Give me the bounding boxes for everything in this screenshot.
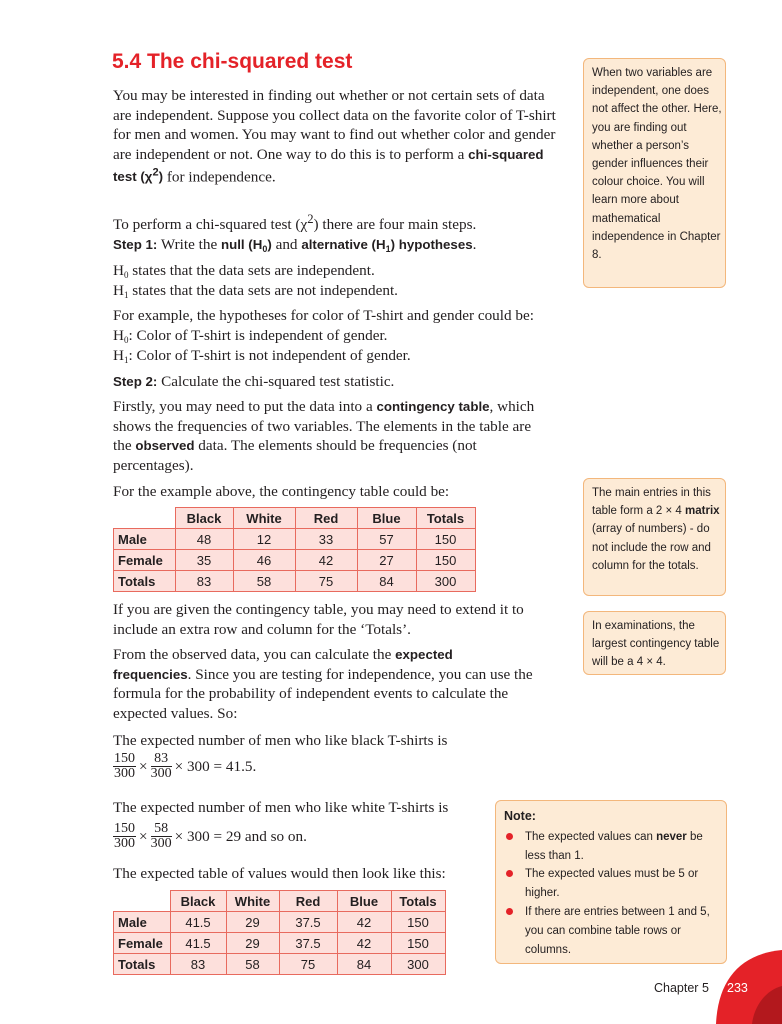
column-header: Blue bbox=[357, 508, 416, 529]
table-cell: 58 bbox=[233, 571, 295, 592]
table-cell: 29 bbox=[226, 912, 279, 933]
intro-paragraph bbox=[113, 86, 563, 187]
table-cell: 48 bbox=[175, 529, 233, 550]
note-item-text-end: be less than 1. bbox=[525, 830, 703, 862]
column-header: Red bbox=[295, 508, 357, 529]
note-item bbox=[504, 865, 718, 903]
contingency-paragraph bbox=[113, 397, 553, 475]
h0-sub: 0 bbox=[123, 270, 129, 280]
table-cell: 35 bbox=[175, 550, 233, 571]
sidebar-exam: In examinations, the largest contingency table will be a 4 × 4. bbox=[583, 611, 726, 675]
table-cell: 57 bbox=[357, 529, 416, 550]
steps-intro bbox=[113, 210, 563, 235]
step1-period: . bbox=[472, 236, 477, 253]
numerator: 150 bbox=[114, 751, 135, 766]
denominator: 300 bbox=[114, 766, 135, 781]
bullet-icon bbox=[506, 908, 513, 915]
table-corner bbox=[114, 508, 176, 529]
intro-text: You may be interested in finding out whether or not certain sets of data are independent. Suppose you collect data on the favorite color of T-shirt for men and women. You may want to find out whether color and gender are independent or not. One way to do this is to perform a bbox=[113, 87, 556, 163]
bullet-icon bbox=[506, 870, 513, 877]
table-cell: 300 bbox=[416, 571, 475, 592]
sidebar-matrix bbox=[583, 478, 726, 596]
row-header: Totals bbox=[114, 954, 171, 975]
step1-paragraph bbox=[113, 235, 563, 260]
table-row bbox=[114, 550, 476, 571]
term-expected-frequencies: expected frequencies bbox=[113, 647, 453, 682]
column-header: Red bbox=[279, 891, 337, 912]
row-header: Female bbox=[114, 933, 171, 954]
table-cell: 75 bbox=[279, 954, 337, 975]
extend-paragraph: If you are given the contingency table, you may need to extend it to include an extra row and column for the ‘Totals’. bbox=[113, 601, 524, 638]
table-cell: 83 bbox=[175, 571, 233, 592]
step1-and: and bbox=[271, 236, 302, 253]
calculation-result: × 300 = 29 and so on. bbox=[174, 827, 307, 845]
table-row bbox=[114, 571, 476, 592]
black-expected-line: The expected number of men who like black T-shirts is bbox=[113, 732, 448, 749]
step1-text: Write the bbox=[157, 236, 221, 253]
null-close: ) bbox=[267, 237, 272, 252]
fraction bbox=[113, 822, 136, 851]
example-h1-sub: 1 bbox=[123, 355, 129, 365]
note-item-text: If there are entries between 1 and 5, you can combine table rows or columns. bbox=[525, 905, 710, 956]
row-header: Male bbox=[114, 529, 176, 550]
h1-sub: 1 bbox=[123, 290, 129, 300]
sidebar-matrix-text: The main entries in this table form a 2 × 4 bbox=[592, 487, 711, 518]
h1-text: states that the data sets are not independent. bbox=[128, 282, 398, 299]
table-cell: 33 bbox=[295, 529, 357, 550]
table-row bbox=[114, 529, 476, 550]
white-calculation bbox=[113, 822, 307, 851]
term-matrix: matrix bbox=[685, 505, 720, 518]
column-header: White bbox=[226, 891, 279, 912]
numerator: 150 bbox=[114, 821, 135, 836]
denominator: 300 bbox=[150, 836, 172, 851]
steps-intro-end: ) there are four main steps. bbox=[313, 216, 477, 234]
example-h1-text: : Color of T-shirt is not independent of gender. bbox=[128, 347, 411, 364]
table-cell: 84 bbox=[337, 954, 391, 975]
calculation-result: × 300 = 41.5. bbox=[174, 757, 257, 775]
example-table-intro: For the example above, the contingency table could be: bbox=[113, 483, 450, 500]
contingency-text-mid: , which shows the frequencies of two variables. The elements in the table are the bbox=[113, 398, 535, 454]
expected-paragraph bbox=[113, 645, 533, 723]
term-close: ) bbox=[158, 169, 164, 185]
h0-text: states that the data sets are independent. bbox=[128, 262, 375, 279]
note-list bbox=[504, 828, 718, 960]
fraction bbox=[151, 752, 172, 781]
term-contingency-table: contingency table bbox=[376, 399, 490, 414]
numerator: 83 bbox=[151, 752, 172, 767]
table-cell: 150 bbox=[416, 529, 475, 550]
table-cell: 27 bbox=[357, 550, 416, 571]
denominator: 300 bbox=[150, 766, 172, 781]
table-cell: 46 bbox=[233, 550, 295, 571]
note-item bbox=[504, 903, 718, 959]
observed-table bbox=[113, 507, 476, 592]
example-h0-h: H bbox=[113, 327, 124, 344]
table-cell: 83 bbox=[170, 954, 226, 975]
table-cell: 29 bbox=[226, 933, 279, 954]
table-cell: 150 bbox=[391, 912, 445, 933]
fraction bbox=[151, 822, 172, 851]
table-cell: 300 bbox=[391, 954, 445, 975]
table-cell: 42 bbox=[337, 912, 391, 933]
page-number: 233 bbox=[727, 981, 748, 995]
table-cell: 42 bbox=[337, 933, 391, 954]
term-superscript: 2 bbox=[152, 167, 159, 179]
column-header: Black bbox=[175, 508, 233, 529]
row-header: Totals bbox=[114, 571, 176, 592]
note-item-text: The expected values must be 5 or higher. bbox=[525, 868, 699, 900]
expected-text-end: . Since you are testing for independence, you can use the formula for the probability of independent events to calculate the expected values. So: bbox=[113, 665, 533, 722]
row-header: Male bbox=[114, 912, 171, 933]
table-cell: 41.5 bbox=[170, 912, 226, 933]
column-header: Black bbox=[170, 891, 226, 912]
column-header: White bbox=[233, 508, 295, 529]
example-h0-sub: 0 bbox=[123, 335, 129, 345]
table-cell: 41.5 bbox=[170, 933, 226, 954]
note-item-bold: never bbox=[656, 830, 687, 843]
table-header-row bbox=[114, 508, 476, 529]
null-sub: 0 bbox=[262, 244, 268, 254]
table-cell: 84 bbox=[357, 571, 416, 592]
steps-intro-text: To perform a chi-squared test (χ bbox=[113, 216, 308, 234]
term-observed: observed bbox=[135, 438, 195, 453]
table-row bbox=[114, 912, 446, 933]
contingency-text-end: data. The elements should be frequencies (not percentages). bbox=[113, 437, 477, 474]
contingency-text: Firstly, you may need to put the data into a bbox=[113, 398, 377, 415]
table-header-row bbox=[114, 891, 446, 912]
expected-table bbox=[113, 890, 446, 975]
row-header: Female bbox=[114, 550, 176, 571]
table-cell: 58 bbox=[226, 954, 279, 975]
step1-label: Step 1: bbox=[113, 237, 158, 252]
table-cell: 37.5 bbox=[279, 933, 337, 954]
term-chi-squared: chi-squared test (χ bbox=[113, 146, 544, 185]
fraction bbox=[113, 752, 136, 781]
table-corner bbox=[114, 891, 171, 912]
h1-statement bbox=[113, 281, 563, 306]
h1-h: H bbox=[113, 282, 124, 299]
white-expected-line: The expected number of men who like white T-shirts is bbox=[113, 799, 449, 816]
expected-table-intro: The expected table of values would then look like this: bbox=[113, 865, 446, 882]
alt-label: alternative (H bbox=[301, 237, 386, 252]
h0-h: H bbox=[113, 262, 124, 279]
section-title: 5.4 The chi-squared test bbox=[112, 50, 353, 73]
intro-text-end: for independence. bbox=[163, 168, 276, 186]
null-label: null (H bbox=[220, 237, 263, 252]
step2-label: Step 2: bbox=[113, 374, 158, 389]
table-cell: 42 bbox=[295, 550, 357, 571]
alt-close: ) hypotheses bbox=[390, 237, 473, 252]
times-sign: × bbox=[139, 757, 148, 775]
expected-text: From the observed data, you can calculate the bbox=[113, 646, 396, 663]
column-header: Totals bbox=[391, 891, 445, 912]
table-cell: 12 bbox=[233, 529, 295, 550]
column-header: Blue bbox=[337, 891, 391, 912]
black-calculation bbox=[113, 752, 256, 781]
table-row bbox=[114, 933, 446, 954]
sidebar-matrix-text-end: (array of numbers) - do not include the row and column for the totals. bbox=[592, 523, 711, 572]
times-sign: × bbox=[139, 827, 148, 845]
denominator: 300 bbox=[114, 836, 135, 851]
example-intro: For example, the hypotheses for color of T-shirt and gender could be: bbox=[113, 307, 534, 324]
table-cell: 75 bbox=[295, 571, 357, 592]
step2-text: Calculate the chi-squared test statistic. bbox=[157, 373, 395, 390]
note-item bbox=[504, 828, 718, 866]
alt-sub: 1 bbox=[385, 244, 391, 254]
footer-chapter: Chapter 5 bbox=[654, 981, 709, 995]
note-heading: Note: bbox=[504, 809, 536, 823]
table-row bbox=[114, 954, 446, 975]
column-header: Totals bbox=[416, 508, 475, 529]
bullet-icon bbox=[506, 833, 513, 840]
example-h1-h: H bbox=[113, 347, 124, 364]
table-cell: 37.5 bbox=[279, 912, 337, 933]
example-h0-text: : Color of T-shirt is independent of gender. bbox=[128, 327, 388, 344]
table-cell: 150 bbox=[391, 933, 445, 954]
step2-paragraph bbox=[113, 372, 563, 392]
note-box bbox=[495, 800, 727, 964]
steps-intro-sup: 2 bbox=[307, 212, 314, 226]
numerator: 58 bbox=[151, 822, 172, 837]
example-h1 bbox=[113, 346, 563, 371]
sidebar-independence: When two variables are independent, one does not affect the other. Here, you are finding out whether a person’s gender influences their colour choice. You will learn more about mathematical independence in Chapter 8. bbox=[583, 58, 726, 288]
table-cell: 150 bbox=[416, 550, 475, 571]
note-item-text: The expected values can bbox=[525, 830, 657, 843]
